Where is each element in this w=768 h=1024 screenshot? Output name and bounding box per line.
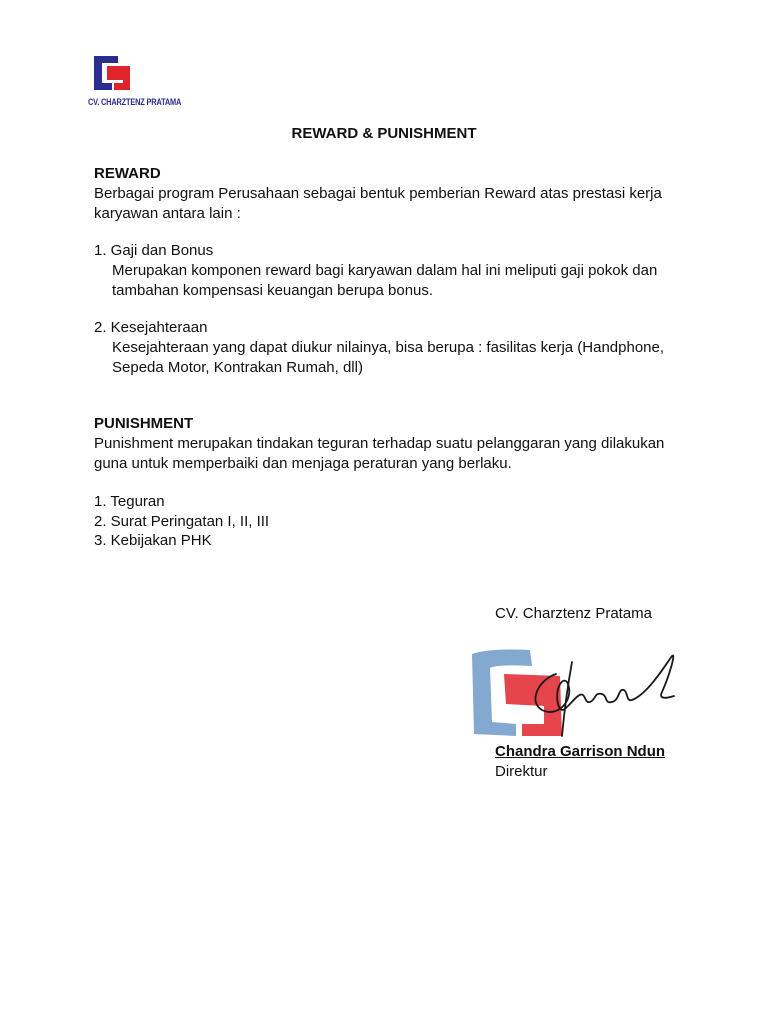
punishment-item-2: 2. Surat Peringatan I, II, III [94, 513, 270, 530]
signer-title: Direktur [495, 763, 548, 780]
signature-block [468, 604, 708, 794]
punishment-intro-line-2: guna untuk memperbaiki dan menjaga peraturan yang berlaku. [94, 455, 512, 472]
logo-text: CV. CHARZTENZ PRATAMA [88, 97, 182, 107]
handwritten-signature-icon [498, 644, 678, 740]
reward-item-2-title: 2. Kesejahteraan [94, 319, 208, 336]
reward-intro-line-2: karyawan antara lain : [94, 205, 241, 222]
reward-item-2-desc-line-2: Sepeda Motor, Kontrakan Rumah, dll) [112, 359, 363, 376]
reward-item-1-desc-line-2: tambahan kompensasi keuangan berupa bonus. [112, 282, 434, 299]
punishment-item-1: 1. Teguran [94, 493, 165, 510]
punishment-item-3: 3. Kebijakan PHK [94, 532, 212, 549]
punishment-intro-line-1: Punishment merupakan tindakan teguran terhadap suatu pelanggaran yang dilakukan [94, 435, 665, 452]
signature-company: CV. Charztenz Pratama [495, 605, 653, 622]
logo-mark-icon [92, 54, 138, 92]
company-logo [88, 54, 198, 110]
reward-item-1-desc-line-1: Merupakan komponen reward bagi karyawan dalam hal ini meliputi gaji pokok dan [112, 262, 658, 279]
reward-item-1-title: 1. Gaji dan Bonus [94, 242, 214, 259]
reward-heading: REWARD [94, 165, 161, 182]
punishment-heading: PUNISHMENT [94, 415, 194, 432]
reward-intro-line-1: Berbagai program Perusahaan sebagai bentuk pemberian Reward atas prestasi kerja [94, 185, 662, 202]
signer-name: Chandra Garrison Ndun [495, 743, 666, 760]
reward-item-2-desc-line-1: Kesejahteraan yang dapat diukur nilainya, bisa berupa : fasilitas kerja (Handphone, [112, 339, 665, 356]
document-title: REWARD & PUNISHMENT [291, 125, 477, 142]
